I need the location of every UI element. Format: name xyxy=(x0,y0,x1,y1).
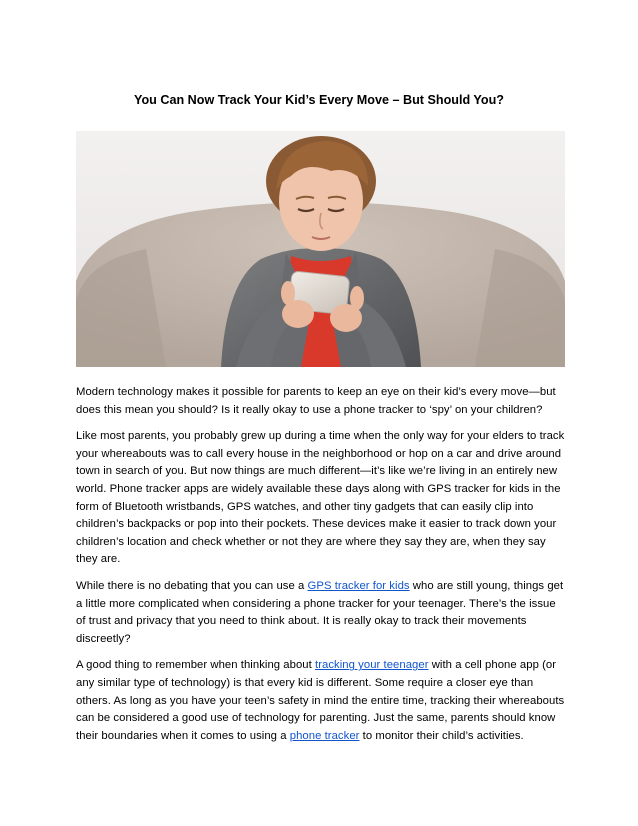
paragraph-text: who are still young, things get a little more complicated when considering a phone tracker for your teenager. There’s the issue of trust and privacy that you need to think about. It is really okay to track their movements discreetly? xyxy=(76,579,564,645)
paragraph-text: to monitor their child’s activities. xyxy=(359,729,524,742)
paragraph-background: Like most parents, you probably grew up during a time when the only way for your elders to track your whereabouts was to call every house in the neighborhood or hop on a car and drive around town in search of you. But now things are much different—it’s like we’re living in an entirely new world. Phone tracker apps are widely available these days along with GPS tracker for kids in the form of Bluetooth wristbands, GPS watches, and other tiny gadgets that can easily clip into children’s backpacks or pop into their pockets. These devices make it easier to track down your children’s location and check whether or not they are where they say they are, when they say they are. xyxy=(76,430,565,566)
phone-tracker-link[interactable]: phone tracker xyxy=(289,729,360,742)
article-body xyxy=(76,384,566,754)
paragraph-text: with a cell phone app (or any similar type of technology) is that every kid is different. Some require a closer eye than others. As long as you have your teen’s safety in mind the entire time, tracking their whereabouts can be considered a good use of technology for parenting. Just the same, parents should know their boundaries when it comes to using a xyxy=(76,659,565,742)
gps-tracker-for-kids-link[interactable]: GPS tracker for kids xyxy=(307,579,410,592)
paragraph-tracking-teenager xyxy=(76,657,566,745)
article-title: You Can Now Track Your Kid’s Every Move – But Should You? xyxy=(134,93,504,107)
boy-with-phone-illustration xyxy=(76,131,565,367)
hero-image xyxy=(76,131,565,367)
tracking-your-teenager-link[interactable]: tracking your teenager xyxy=(315,659,429,672)
paragraph-intro: Modern technology makes it possible for parents to keep an eye on their kid’s every move—but does this mean you should? Is it really okay to use a phone tracker to ‘spy’ on your children? xyxy=(76,386,556,416)
paragraph-text: A good thing to remember when thinking about xyxy=(76,659,316,672)
paragraph-gps-trackers xyxy=(76,578,566,648)
paragraph-text: While there is no debating that you can use a xyxy=(76,579,308,592)
